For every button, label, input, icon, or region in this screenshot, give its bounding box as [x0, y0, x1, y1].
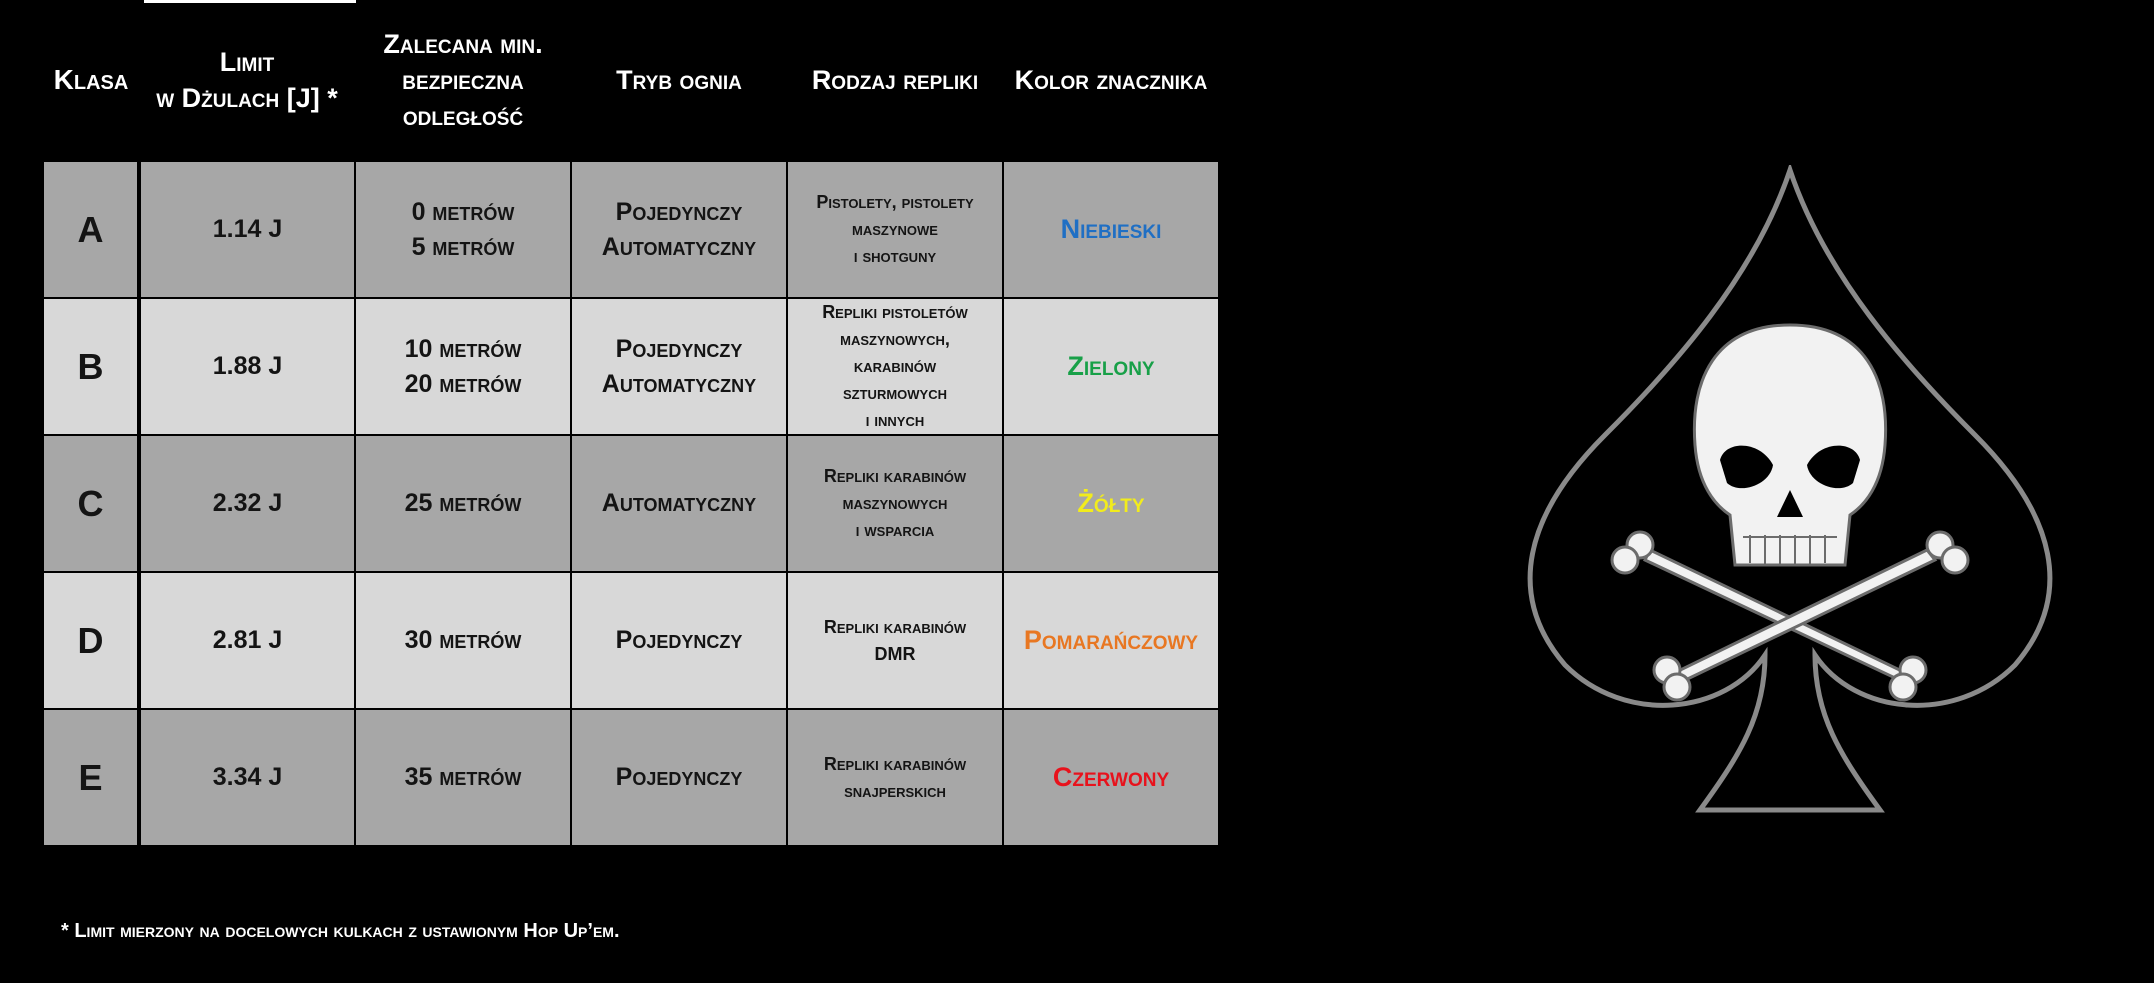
- header-distance-line2: bezpieczna: [402, 65, 524, 95]
- header-limit-line1: Limit: [219, 47, 275, 77]
- marker-color-cell: Żółty: [1003, 435, 1219, 572]
- replica-line: i wsparcia: [855, 520, 935, 540]
- class-cell: D: [43, 572, 139, 709]
- distance-cell: [355, 161, 571, 298]
- replica-class-table: [42, 0, 1220, 847]
- header-replica-type: Rodzaj repliki: [811, 65, 979, 95]
- distance-line: 35 metrów: [404, 763, 522, 791]
- replica-line: Repliki karabinów: [823, 616, 967, 637]
- header-distance: [355, 0, 571, 161]
- limit-cell: 3.34 J: [139, 709, 355, 846]
- fire-mode-line: Automatyczny: [601, 489, 757, 517]
- header-distance-line1: Zalecana min.: [383, 29, 543, 59]
- replica-line: i innych: [865, 410, 925, 430]
- header-class: Klasa: [53, 64, 129, 95]
- class-cell: E: [43, 709, 139, 846]
- replica-line: Repliki karabinów: [823, 753, 967, 774]
- fire-mode-line: Pojedynczy: [615, 197, 743, 226]
- distance-cell: [355, 709, 571, 846]
- marker-color-cell: Pomarańczowy: [1003, 572, 1219, 709]
- table-row-class-b: [43, 298, 1219, 435]
- marker-color-cell: Niebieski: [1003, 161, 1219, 298]
- header-fire-mode: Tryb ognia: [616, 65, 742, 95]
- header-marker-color: Kolor znacznika: [1014, 65, 1208, 95]
- limit-cell: 2.32 J: [139, 435, 355, 572]
- replica-line: DMR: [874, 643, 916, 664]
- replica-line: Repliki karabinów: [823, 466, 967, 486]
- limit-cell: 1.14 J: [139, 161, 355, 298]
- table-header-row: [43, 0, 1219, 161]
- class-cell: A: [43, 161, 139, 298]
- fire-mode-line: Pojedynczy: [615, 626, 743, 654]
- distance-line: 30 metrów: [404, 626, 522, 654]
- replica-line: maszynowe: [852, 219, 938, 239]
- distance-cell: [355, 572, 571, 709]
- marker-color-cell: Zielony: [1003, 298, 1219, 435]
- fire-mode-cell: [571, 161, 787, 298]
- replica-type-cell: [787, 709, 1003, 846]
- bone-knob: [1890, 674, 1916, 700]
- fire-mode-cell: [571, 435, 787, 572]
- distance-cell: [355, 435, 571, 572]
- replica-type-cell: [787, 572, 1003, 709]
- class-cell: C: [43, 435, 139, 572]
- spade-skull-crossbones-emblem: [1515, 165, 2065, 825]
- replica-type-cell: [787, 298, 1003, 435]
- replica-line: snajperskich: [844, 780, 946, 801]
- replica-line: Repliki pistoletów: [822, 302, 968, 322]
- bone-knob: [1612, 547, 1638, 573]
- bone-knob: [1942, 547, 1968, 573]
- footnote: * Limit mierzony na docelowych kulkach z ustawionym Hop Up’em.: [61, 920, 620, 942]
- fire-mode-line: Pojedynczy: [615, 334, 743, 363]
- header-limit-line2: w Dżulach [J] *: [156, 83, 338, 113]
- table-row-class-e: [43, 709, 1219, 846]
- replica-line: i shotguny: [853, 246, 937, 266]
- header-distance-line3: odległość: [402, 101, 524, 131]
- table-row-class-c: [43, 435, 1219, 572]
- replica-line: szturmowych: [843, 383, 947, 403]
- fire-mode-cell: [571, 572, 787, 709]
- marker-color-cell: Czerwony: [1003, 709, 1219, 846]
- table-row-class-a: [43, 161, 1219, 298]
- fire-mode-cell: [571, 298, 787, 435]
- distance-line: 0 metrów: [411, 197, 515, 226]
- distance-line: 5 metrów: [411, 232, 515, 261]
- replica-line: maszynowych,: [840, 329, 950, 349]
- limit-cell: 1.88 J: [139, 298, 355, 435]
- limit-cell: 2.81 J: [139, 572, 355, 709]
- replica-line: karabinów: [853, 356, 937, 376]
- class-cell: B: [43, 298, 139, 435]
- distance-line: 20 metrów: [404, 369, 522, 398]
- header-limit: [139, 0, 355, 161]
- replica-type-cell: [787, 435, 1003, 572]
- fire-mode-cell: [571, 709, 787, 846]
- fire-mode-line: Pojedynczy: [615, 763, 743, 791]
- fire-mode-line: Automatyczny: [601, 232, 757, 261]
- fire-mode-line: Automatyczny: [601, 369, 757, 398]
- distance-line: 25 metrów: [404, 489, 522, 517]
- table-row-class-d: [43, 572, 1219, 709]
- replica-line: Pistolety, pistolety: [816, 192, 974, 212]
- replica-type-cell: [787, 161, 1003, 298]
- bone-knob: [1664, 674, 1690, 700]
- distance-cell: [355, 298, 571, 435]
- distance-line: 10 metrów: [404, 334, 522, 363]
- replica-line: maszynowych: [842, 493, 948, 513]
